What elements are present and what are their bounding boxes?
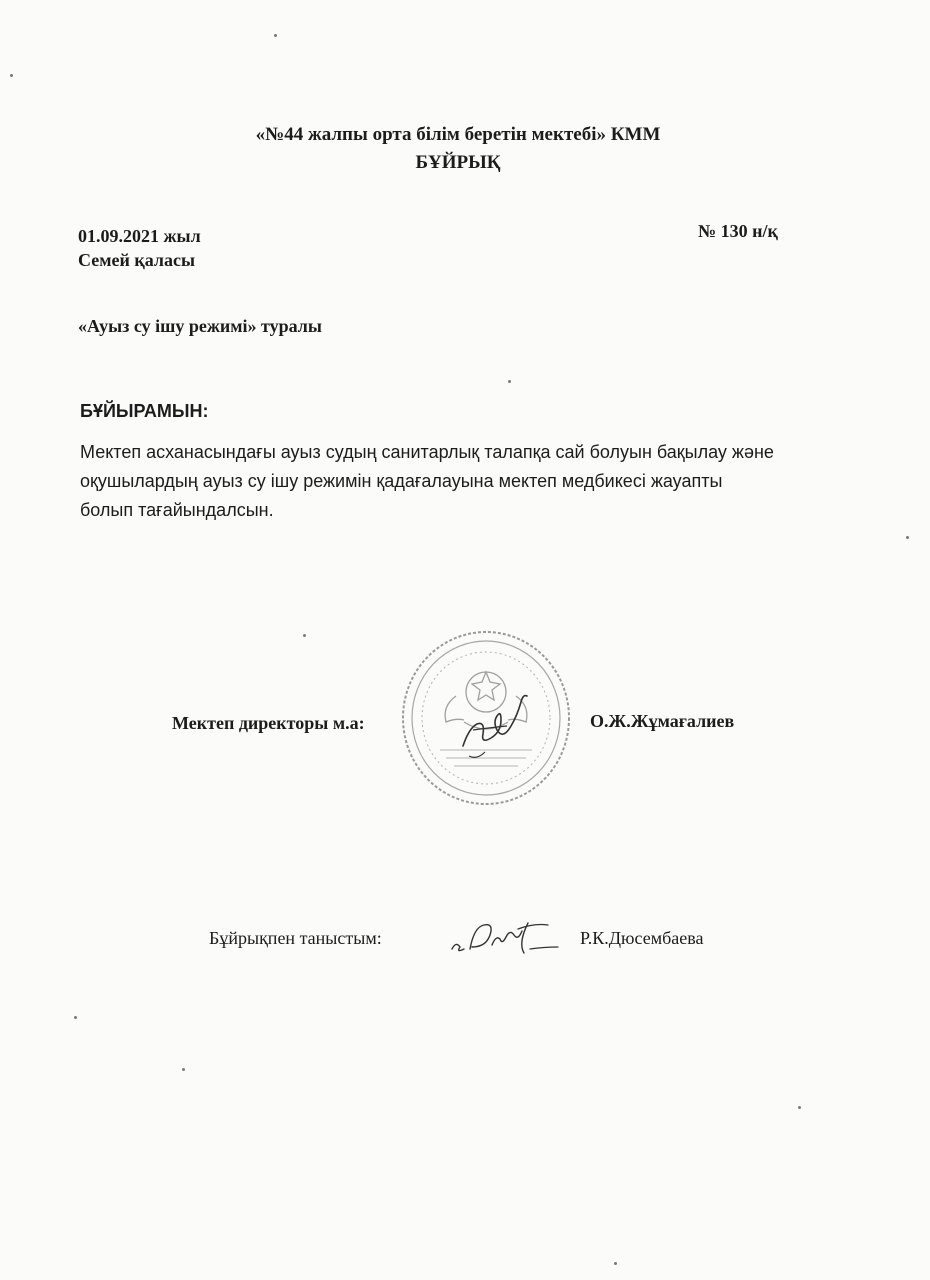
document-type-title: БҰЙРЫҚ [415,152,501,173]
scan-speck [274,34,277,37]
director-signature-icon [455,690,535,770]
order-subject: «Ауыз су ішу режимі» туралы [78,316,322,336]
scan-speck [508,380,511,383]
acknowledgement-name: Р.К.Дюсембаева [580,928,704,948]
order-body-line: Мектеп асханасындағы ауыз судың санитарлық талапқа сай болуын бақылау және [80,442,774,462]
organization-name: «№44 жалпы орта білім беретін мектебі» КММ [255,124,661,145]
scan-speck [74,1016,77,1019]
scan-speck [303,634,306,637]
order-body [80,438,850,525]
order-date: 01.09.2021 жыл [78,226,201,246]
acknowledgement-label: Бұйрықпен таныстым: [209,928,382,948]
order-body-line: оқушылардың ауыз су ішу режимін қадағалауына мектеп медбикесі жауапты [80,471,723,491]
order-city: Семей қаласы [78,250,195,270]
scan-speck [906,536,909,539]
order-number: № 130 н/қ [698,221,778,241]
scan-speck [10,74,13,77]
scan-speck [182,1068,185,1071]
order-heading: БҰЙЫРАМЫН: [80,401,209,421]
acknowledgement-signature-icon [448,915,560,961]
director-label: Мектеп директоры м.а: [172,713,365,733]
scan-speck [798,1106,801,1109]
order-body-line: болып тағайындалсын. [80,500,274,520]
scan-speck [614,1262,617,1265]
director-name: О.Ж.Жұмағалиев [590,711,735,731]
